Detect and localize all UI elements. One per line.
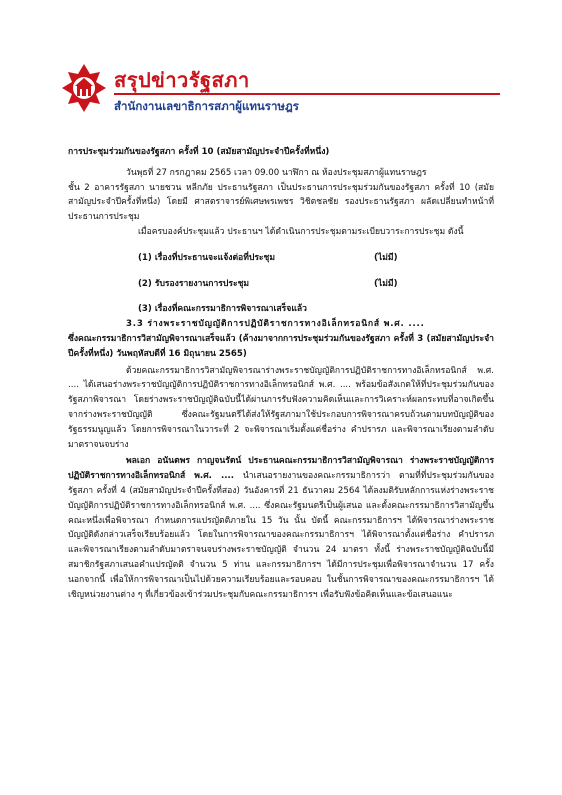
agenda-item-2 (68, 277, 494, 292)
agenda-item-1 (68, 251, 494, 266)
agenda-item-2-value: (ไม่มี) (374, 278, 398, 289)
bill-title-line-1: 3.3 ร่างพระราชบัญญัติการปฏิบัติราชการทางอิเล็กทรอนิกส์ พ.ศ. .... (126, 319, 425, 330)
agenda-item-1-label: (1) เรื่องที่ประธานจะแจ้งต่อที่ประชุม (138, 252, 276, 263)
paragraph-agenda-intro: เมื่อครบองค์ประชุมแล้ว ประธานฯ ได้ดำเนินการประชุมตามระเบียบวาระการประชุม ดังนี้ (138, 226, 464, 237)
brand-title: สรุปข่าวรัฐสภา (114, 68, 250, 92)
bill-title (68, 317, 494, 361)
parliament-emblem-icon (60, 62, 108, 114)
bill-title-rest: ซึ่งคณะกรรมาธิการวิสามัญพิจารณาเสร็จแล้ว (ค้างมาจากการประชุมร่วมกันของรัฐสภา ครั้งที่ 3 (สมัยสามัญประจำปีครั้งที่หนึ่ง) วันพฤหัสบดีที่ 16 มิถุนายน 2565) (68, 333, 494, 359)
agenda-item-2-label: (2) รับรองรายงานการประชุม (138, 278, 250, 289)
brand-subtitle: สำนักงานเลขาธิการสภาผู้แทนราษฎร (114, 99, 299, 113)
paragraph-opening-b: ชั้น 2 อาคารรัฐสภา นายชวน หลีกภัย ประธานรัฐสภา เป็นประธานการประชุมร่วมกันของรัฐสภา ครั้งที่ 10 (สมัยสามัญประจำปีครั้งที่หนึ่ง) โดยมี ศาสตราจารย์พิเศษพรเพชร วิชิตชลชัย รองประธานรัฐสภา ผลัดเปลี่ยนทำหน้าที่ประธานการประชุม (68, 182, 494, 223)
document-body (68, 145, 494, 602)
chair-report-text: นำเสนอรายงานของคณะกรรมาธิการว่า ตามที่ที่ประชุมร่วมกันของรัฐสภา ครั้งที่ 4 (สมัยสามัญประจำปีครั้งที่สอง) วันอังคารที่ 21 ธันวาคม 2564 ได้ลงมติรับหลักการแห่งร่างพระราชบัญญัติการปฏิบัติราชการทางอิเล็กทรอนิกส์ พ.ศ. .... ซึ่งคณะรัฐมนตรีเป็นผู้เสนอ และตั้งคณะกรรมาธิการวิสามัญขึ้นคณะหนึ่งเพื่อพิจารณา กำหนดการแปรญัตติภายใน 15 วัน นั้น บัดนี้ คณะกรรมาธิการฯ ได้พิจารณาร่างพระราชบัญญัติดังกล่าวเสร็จเรียบร้อยแล้ว โดยในการพิจารณาของคณะกรรมาธิการฯ ได้พิจารณาตั้งแต่ชื่อร่าง คำปรารภ และพิจารณาเรียงตามลำดับมาตราจนจบร่างพระราชบัญญัติ จำนวน 24 มาตรา ทั้งนี้ ร่างพระราชบัญญัติฉบับนี้มีสมาชิกรัฐสภาเสนอคำแปรญัตติ จำนวน 5 ท่าน และกรรมาธิการฯ ได้มีการประชุมเพื่อพิจารณาจำนวน 17 ครั้ง นอกจากนี้ เพื่อให้การพิจารณาเป็นไปด้วยความเรียบร้อยและรอบคอบ ในชั้นการพิจารณาของคณะกรรมาธิการฯ ได้เชิญหน่วยงานต่าง ๆ ที่เกี่ยวข้องเข้าร่วมประชุมกับคณะกรรมาธิการฯ เพื่อรับฟังข้อคิดเห็นและข้อเสนอแนะ (68, 471, 494, 600)
paragraph-opening-a: วันพุธที่ 27 กรกฎาคม 2565 เวลา 09.00 นาฬิกา ณ ห้องประชุมสภาผู้แทนราษฎร (126, 167, 427, 178)
brand-divider (114, 93, 500, 95)
document-heading: การประชุมร่วมกันของรัฐสภา ครั้งที่ 10 (สมัยสามัญประจำปีครั้งที่หนึ่ง) (68, 147, 330, 157)
paragraph-committee-proposal: ด้วยคณะกรรมาธิการวิสามัญพิจารณาร่างพระราชบัญญัติการปฏิบัติราชการทางอิเล็กทรอนิกส์ พ.ศ. .... ได้เสนอร่างพระราชบัญญัติการปฏิบัติราชการทางอิเล็กทรอนิกส์ พ.ศ. .... พร้อมข้อสังเกตให้ที่ประชุมร่วมกันของรัฐสภาพิจารณา โดยร่างพระราชบัญญัติฉบับนี้ได้ผ่านการรับฟังความคิดเห็นและการวิเคราะห์ผลกระทบที่อาจเกิดขึ้นจากร่างพระราชบัญญัติ ซึ่งคณะรัฐมนตรีได้ส่งให้รัฐสภามาใช้ประกอบการพิจารณาครบถ้วนตามบทบัญญัติของรัฐธรรมนูญแล้ว โดยการพิจารณาในวาระที่ 2 จะพิจารณาเริ่มตั้งแต่ชื่อร่าง คำปรารภ และพิจารณาเรียงตามลำดับมาตราจนจบร่าง (68, 365, 494, 450)
paragraph-chair-report (68, 454, 494, 602)
chair-report-bold: พลเอก อนันตพร กาญจนรัตน์ ประธานคณะกรรมาธิการวิสามัญพิจารณา ร่างพระราชบัญญัติการปฏิบัติราชการทางอิเล็กทรอนิกส์ พ.ศ. .... (68, 456, 494, 482)
agenda-item-3: (3) เรื่องที่คณะกรรมาธิการพิจารณาเสร็จแล้ว (138, 304, 307, 315)
document-header (60, 62, 500, 120)
agenda-item-1-value: (ไม่มี) (374, 252, 398, 263)
